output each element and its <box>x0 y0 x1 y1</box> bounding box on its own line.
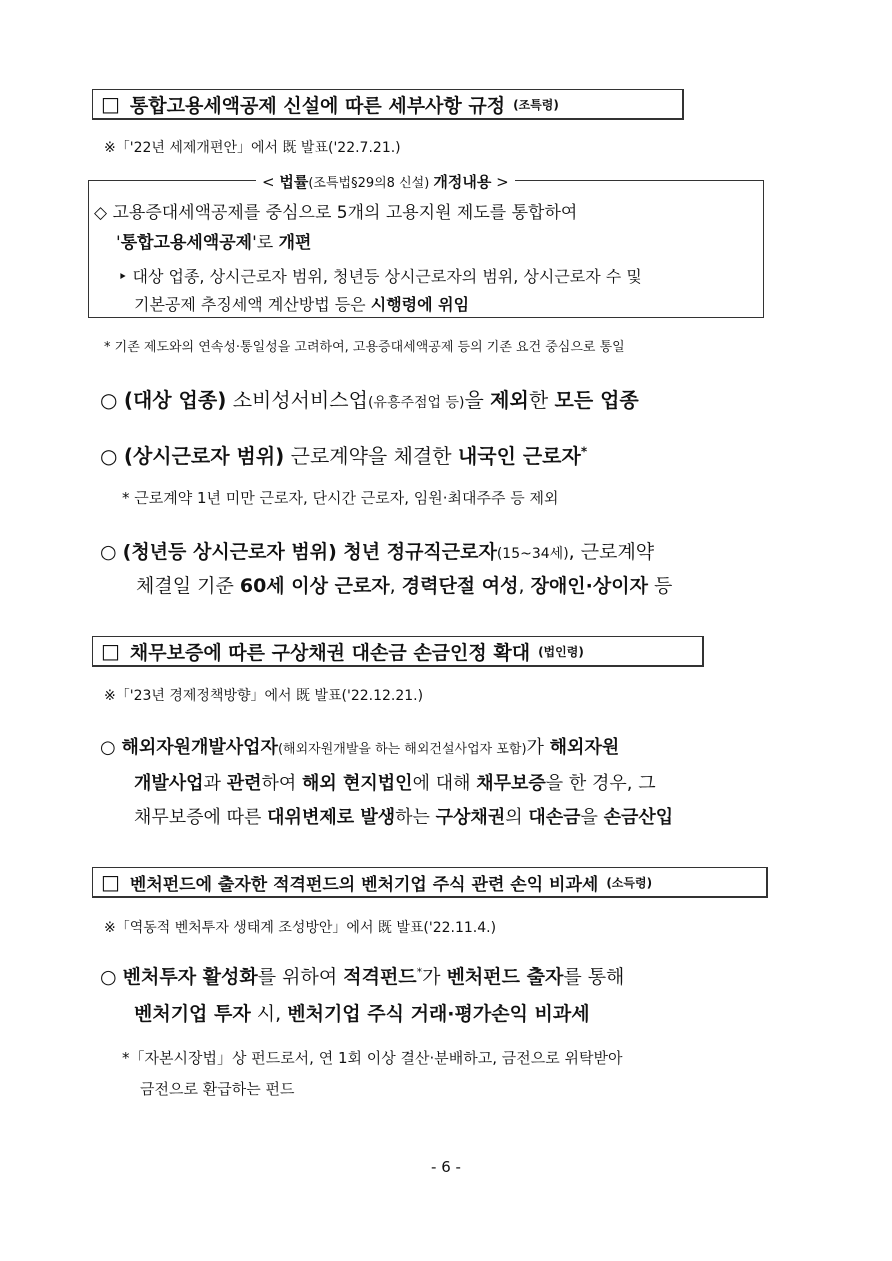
law-box-line: 기본공제 추징세액 계산방법 등은 시행령에 위임 <box>134 295 470 314</box>
announcement-note: ※「역동적 벤처투자 생태계 조성방안」에서 既 발표('22.11.4.) <box>104 920 497 936</box>
section-tag: (법인령) <box>538 644 584 659</box>
bullet-item: ○ (청년등 상시근로자 범위) 청년 정규직근로자(15~34세), 근로계약 <box>100 541 655 563</box>
section-title <box>92 636 704 667</box>
bullet-item: ○ (상시근로자 범위) 근로계약을 체결한 내국인 근로자* <box>100 444 588 468</box>
bullet-continuation: 개발사업과 관련하여 해외 현지법인에 대해 채무보증을 한 경우, 그 <box>134 773 656 794</box>
announcement-note: ※「'22년 세제개편안」에서 既 발표('22.7.21.) <box>104 140 401 156</box>
bullet-continuation: 체결일 기준 60세 이상 근로자, 경력단절 여성, 장애인·상이자 등 <box>136 575 673 597</box>
checkbox-icon: □ <box>101 870 120 894</box>
law-box-line: '통합고용세액공제'로 개편 <box>116 233 312 253</box>
checkbox-icon: □ <box>101 639 120 663</box>
section-tag: (소득령) <box>606 875 653 890</box>
announcement-note: ※「'23년 경제정책방향」에서 既 발표('22.12.21.) <box>104 688 424 704</box>
bullet-item: ○ 해외자원개발사업자(해외자원개발을 하는 해외건설사업자 포함)가 해외자원 <box>100 737 620 758</box>
footnote: *「자본시장법」상 펀드로서, 연 1회 이상 결산·분배하고, 금전으로 위탁받아 <box>122 1049 623 1067</box>
footnote: * 근로계약 1년 미만 근로자, 단시간 근로자, 임원·최대주주 등 제외 <box>122 489 559 507</box>
law-box-line: ◇ 고용증대세액공제를 중심으로 5개의 고용지원 제도를 통합하여 <box>94 203 578 223</box>
section-heading: 통합고용세액공제 신설에 따른 세부사항 규정 <box>129 94 506 117</box>
section-tag: (조특령) <box>513 97 559 112</box>
section-title <box>92 89 684 120</box>
bullet-continuation: 벤처기업 투자 시, 벤처기업 주식 거래·평가손익 비과세 <box>134 1003 590 1025</box>
law-box-line: ‣ 대상 업종, 상시근로자 범위, 청년등 상시근로자의 범위, 상시근로자 수 및 <box>118 267 642 286</box>
section-heading: 채무보증에 따른 구상채권 대손금 손금인정 확대 <box>129 641 531 664</box>
law-box-title: < 법률(조특법§29의8 신설) 개정내용 > <box>256 171 515 192</box>
bullet-item: ○ 벤처투자 활성화를 위하여 적격펀드*가 벤처펀드 출자를 통해 <box>100 965 625 988</box>
checkbox-icon: □ <box>101 92 120 116</box>
section-title <box>92 867 768 898</box>
bullet-continuation: 채무보증에 따른 대위변제로 발생하는 구상채권의 대손금을 손금산입 <box>134 807 674 828</box>
footnote-continuation: 금전으로 환급하는 펀드 <box>140 1080 295 1098</box>
section-heading: 벤처펀드에 출자한 적격펀드의 벤처기업 주식 관련 손익 비과세 <box>129 874 599 895</box>
page-number: - 6 - <box>431 1158 461 1176</box>
bullet-item: ○ (대상 업종) 소비성서비스업(유흥주점업 등)을 제외한 모든 업종 <box>100 388 639 412</box>
footnote: * 기존 제도와의 연속성·통일성을 고려하여, 고용증대세액공제 등의 기존 요건 중심으로 통일 <box>104 340 625 355</box>
